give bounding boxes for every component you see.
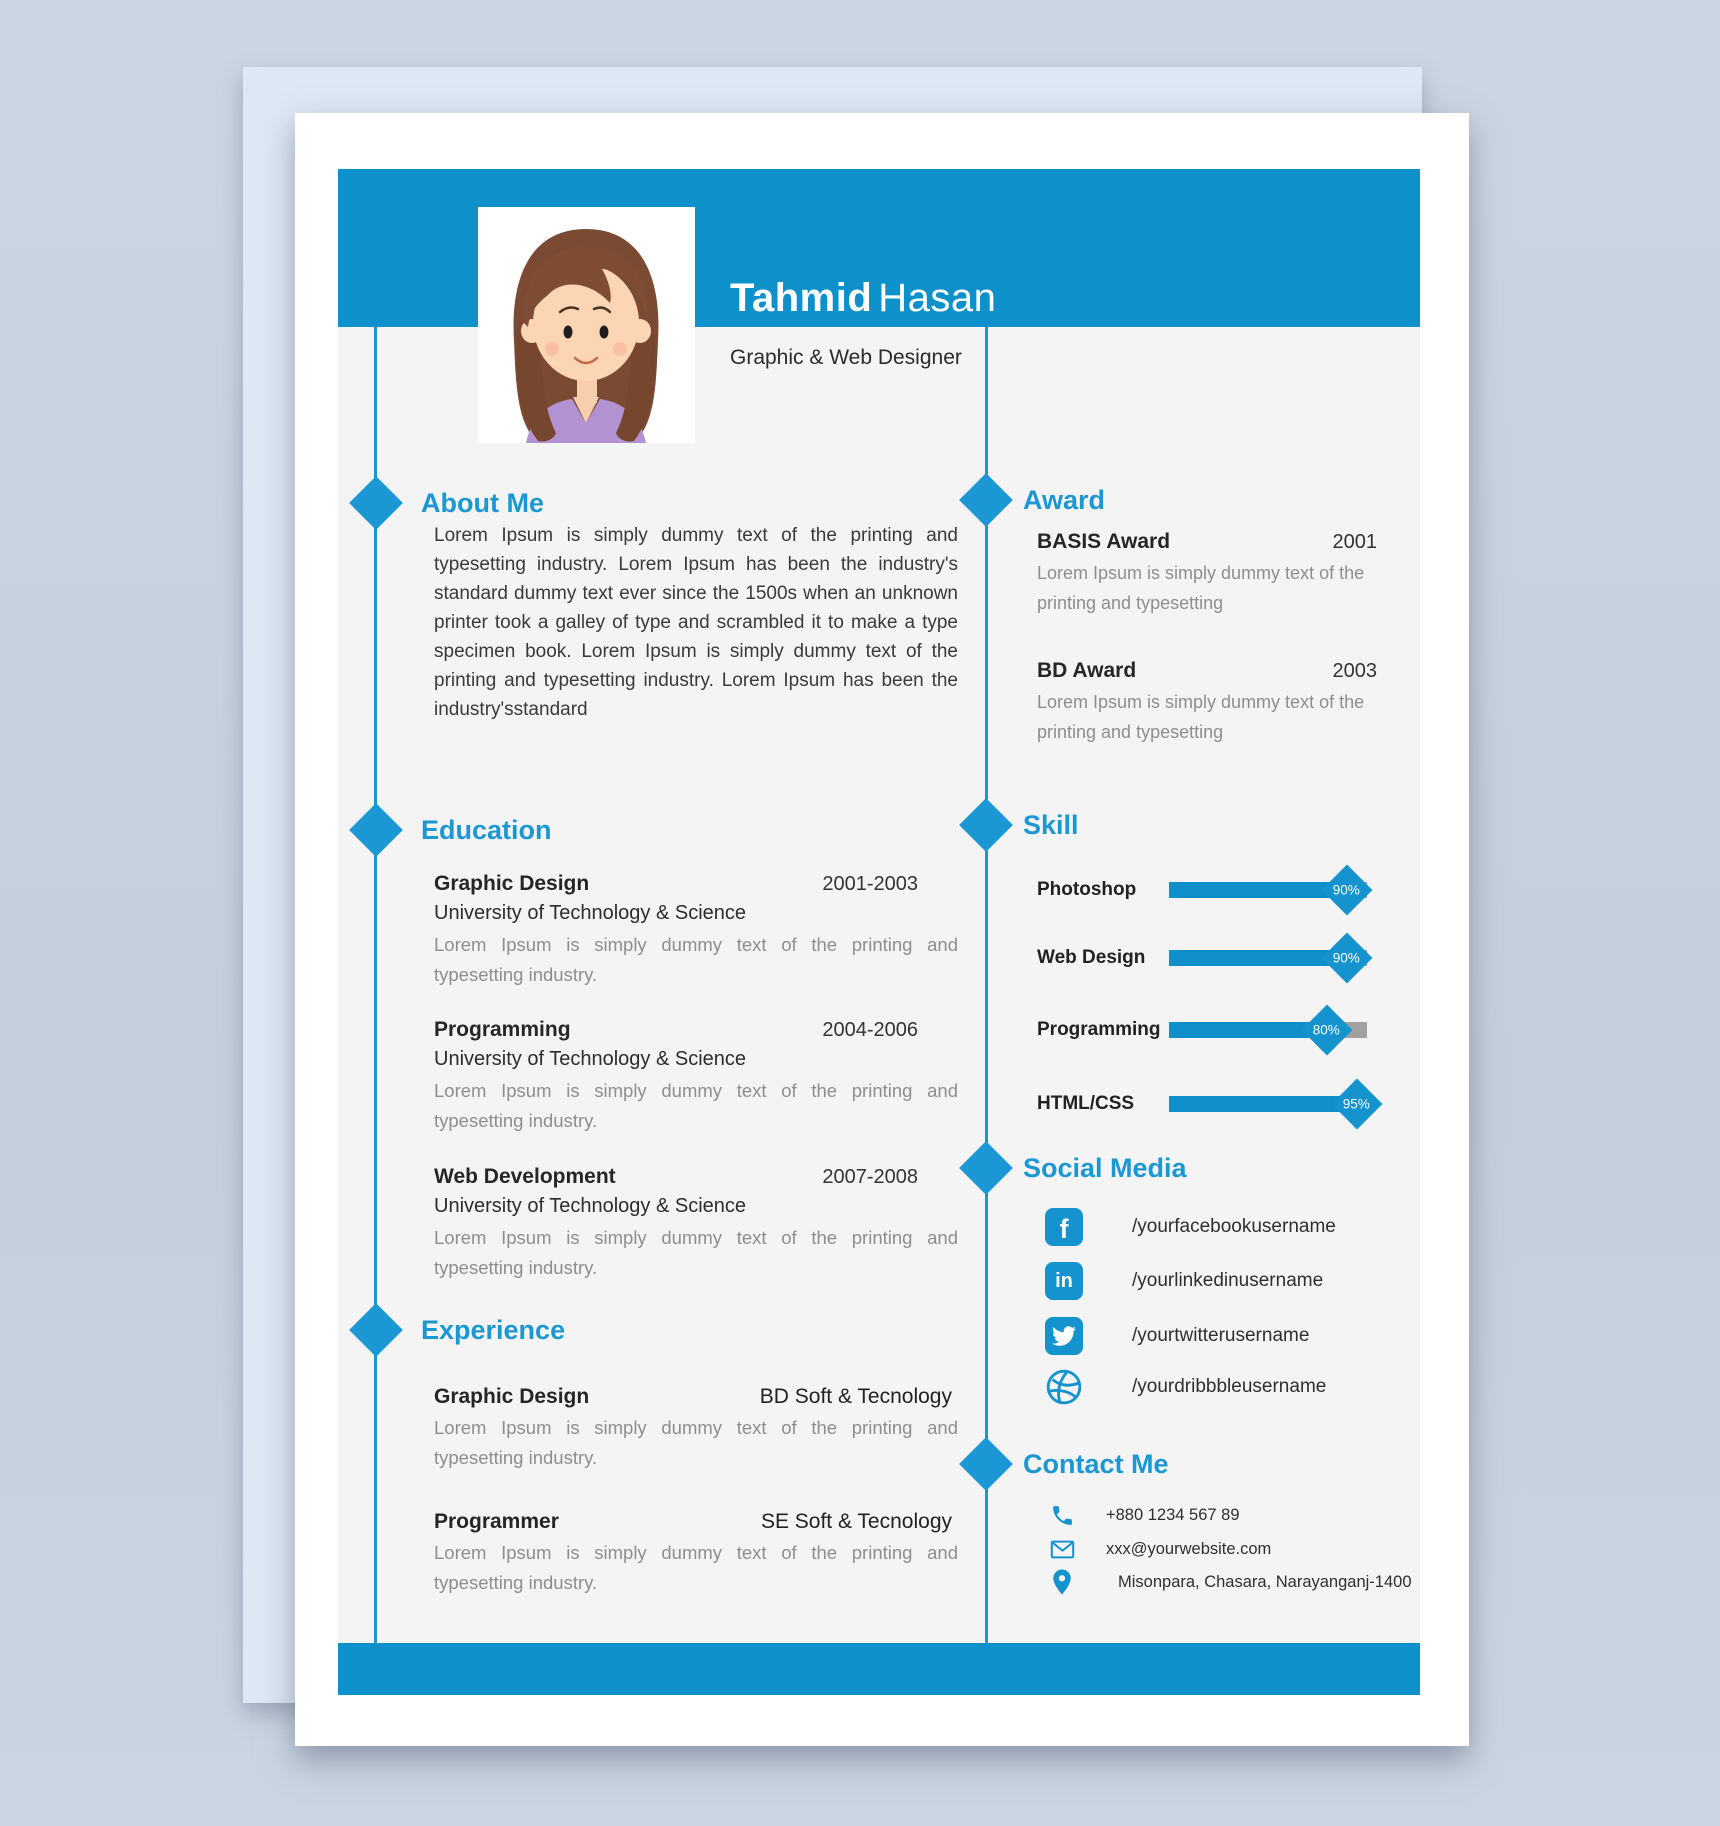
linkedin-icon[interactable]	[1045, 1262, 1083, 1300]
education-item	[434, 870, 958, 990]
education-item-row	[434, 870, 958, 898]
skill-percent-label: 90%	[1333, 882, 1361, 898]
skill-label: Web Design	[1037, 947, 1146, 968]
skill-percent-label: 90%	[1333, 950, 1361, 966]
skill-label: Photoshop	[1037, 879, 1137, 900]
facebook-username[interactable]: /yourfacebookusername	[1132, 1216, 1336, 1237]
twitter-icon[interactable]	[1045, 1317, 1083, 1355]
award-description: Lorem Ipsum is simply dummy text of the printing and typesetting	[1037, 692, 1365, 742]
location-icon	[1046, 1566, 1078, 1598]
envelope-glyph	[1049, 1536, 1076, 1563]
skill-row	[1037, 1010, 1377, 1050]
social-item-twitter[interactable]	[1037, 1317, 1309, 1355]
email-icon	[1046, 1533, 1078, 1565]
education-item	[434, 1016, 958, 1136]
skill-bar-track	[1169, 1022, 1367, 1038]
skill-row	[1037, 870, 1377, 910]
award-year: 2001	[1332, 531, 1377, 553]
dribbble-username[interactable]: /yourdribbbleusername	[1132, 1376, 1327, 1397]
linkedin-username[interactable]: /yourlinkedinusername	[1132, 1270, 1324, 1291]
award-item	[1037, 657, 1377, 747]
skill-row	[1037, 1084, 1377, 1124]
last-name: Hasan	[878, 276, 997, 320]
award-year: 2003	[1332, 660, 1377, 682]
degree-title: Programming	[434, 1018, 571, 1041]
skill-bar-fill	[1169, 882, 1347, 898]
skill-label: HTML/CSS	[1037, 1093, 1135, 1114]
skill-percent-label: 80%	[1313, 1022, 1341, 1038]
social-item-facebook[interactable]	[1037, 1208, 1336, 1246]
experience-item	[434, 1508, 958, 1598]
degree-period: 2001-2003	[822, 873, 918, 895]
degree-description: Lorem Ipsum is simply dummy text of the printing and typesetting industry.	[434, 1227, 958, 1278]
experience-item-row	[434, 1383, 958, 1411]
about-heading: About Me	[421, 488, 544, 518]
first-name: Tahmid	[730, 276, 873, 320]
experience-heading: Experience	[421, 1315, 566, 1345]
phone-icon	[1046, 1499, 1078, 1531]
social-item-linkedin[interactable]	[1037, 1262, 1323, 1300]
phone-number: +880 1234 567 89	[1106, 1505, 1240, 1524]
role-title: Programmer	[434, 1510, 559, 1533]
role-description: Lorem Ipsum is simply dummy text of the printing and typesetting industry.	[434, 1542, 958, 1593]
degree-title: Graphic Design	[434, 872, 590, 895]
award-description: Lorem Ipsum is simply dummy text of the printing and typesetting	[1037, 563, 1365, 613]
award-name: BD Award	[1037, 659, 1137, 682]
person-name	[730, 276, 996, 321]
contact-item-phone	[1037, 1499, 1240, 1531]
skill-bar-track	[1169, 882, 1367, 898]
skill-row	[1037, 938, 1377, 978]
email-address[interactable]: xxx@yourwebsite.com	[1106, 1539, 1272, 1558]
degree-period: 2007-2008	[822, 1166, 918, 1188]
profile-photo	[478, 207, 695, 443]
award-heading: Award	[1023, 485, 1106, 515]
experience-item-row	[434, 1508, 958, 1536]
dribbble-icon[interactable]	[1045, 1368, 1083, 1406]
job-title: Graphic & Web Designer	[730, 346, 962, 369]
award-name: BASIS Award	[1037, 530, 1171, 553]
skill-percent-label: 95%	[1343, 1096, 1371, 1112]
company-name: SE Soft & Tecnology	[760, 1510, 952, 1533]
award-item-row	[1037, 657, 1377, 685]
school-name: University of Technology & Science	[434, 1048, 747, 1070]
contact-item-location	[1037, 1566, 1412, 1598]
role-description: Lorem Ipsum is simply dummy text of the printing and typesetting industry.	[434, 1417, 958, 1468]
skill-label: Programming	[1037, 1019, 1161, 1040]
about-text: Lorem Ipsum is simply dummy text of the printing and typesetting industry. Lorem Ipsum has been the industry's standard dummy text ever since the 1500s when an unknown printer took a galley of type and scrambled it to make a type specimen book. Lorem Ipsum is simply dummy text of the printing and typesetting industry. Lorem Ipsum has been the industry'sstandard	[434, 525, 958, 720]
skill-bar-track	[1169, 1096, 1371, 1112]
skill-bar-track	[1169, 950, 1367, 966]
experience-item	[434, 1383, 958, 1473]
contact-item-email[interactable]	[1037, 1533, 1271, 1565]
award-item	[1037, 528, 1377, 618]
award-item-row	[1037, 528, 1377, 556]
dribbble-ball-glyph	[1045, 1368, 1083, 1406]
degree-description: Lorem Ipsum is simply dummy text of the printing and typesetting industry.	[434, 1080, 958, 1131]
facebook-icon[interactable]	[1045, 1208, 1083, 1246]
skill-heading: Skill	[1023, 810, 1079, 840]
skill-bar-fill	[1169, 950, 1347, 966]
phone-glyph	[1050, 1503, 1075, 1528]
map-pin-glyph	[1047, 1567, 1077, 1597]
contact-heading: Contact Me	[1023, 1449, 1169, 1479]
role-title: Graphic Design	[434, 1385, 590, 1408]
resume-page	[295, 113, 1469, 1746]
twitter-bird-glyph	[1052, 1324, 1076, 1348]
twitter-username[interactable]: /yourtwitterusername	[1132, 1325, 1310, 1346]
facebook-glyph: f	[1059, 1213, 1069, 1244]
avatar-illustration	[478, 207, 695, 443]
skill-bar-fill	[1169, 1096, 1357, 1112]
education-heading: Education	[421, 815, 552, 845]
degree-title: Web Development	[434, 1165, 616, 1188]
footer-banner	[338, 1643, 1420, 1695]
social-heading: Social Media	[1023, 1153, 1187, 1183]
postal-address: Misonpara, Chasara, Narayanganj-1400	[1118, 1572, 1412, 1591]
education-item	[434, 1163, 958, 1283]
degree-period: 2004-2006	[822, 1019, 918, 1041]
education-item-row	[434, 1016, 958, 1044]
school-name: University of Technology & Science	[434, 1195, 747, 1217]
company-name: BD Soft & Tecnology	[759, 1385, 952, 1408]
linkedin-glyph: in	[1055, 1270, 1073, 1292]
social-item-dribbble[interactable]	[1037, 1368, 1326, 1406]
school-name: University of Technology & Science	[434, 902, 747, 924]
degree-description: Lorem Ipsum is simply dummy text of the printing and typesetting industry.	[434, 934, 958, 985]
education-item-row	[434, 1163, 958, 1191]
